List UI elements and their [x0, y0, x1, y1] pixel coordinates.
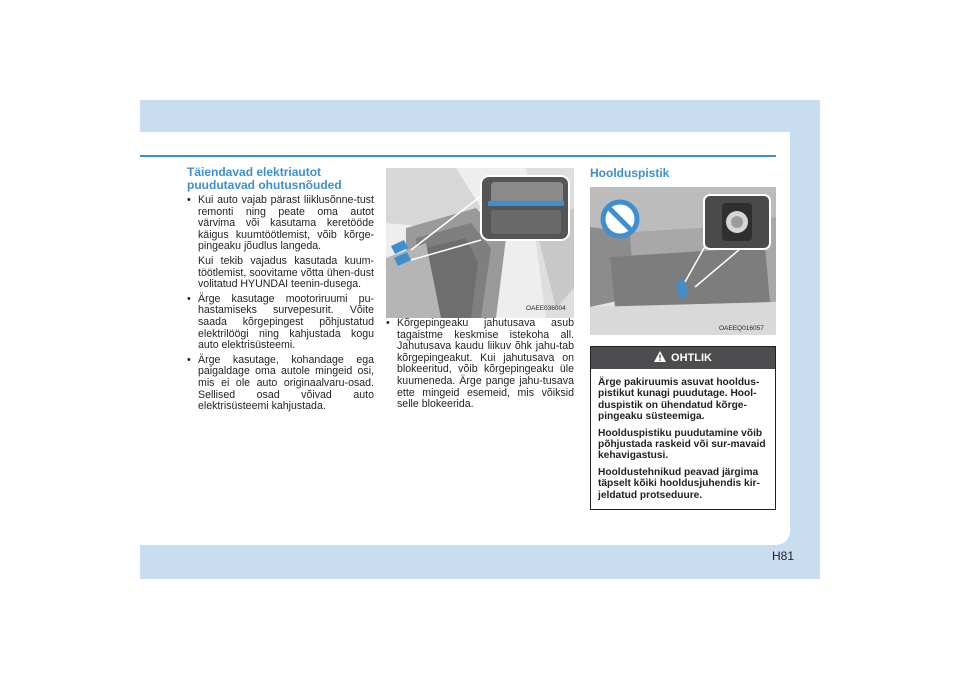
middle-column [386, 318, 574, 414]
section-heading-ev-safety: Täiendavad elektriautot puudutavad ohutusnõuded [187, 165, 342, 192]
page-number: H81 [772, 549, 795, 563]
warning-body [591, 369, 775, 501]
rear-seat-vent-figure [386, 168, 574, 318]
trunk-service-plug-figure [590, 187, 776, 335]
figure-caption-trunk: OAEEQ016057 [719, 325, 764, 332]
bullet-pressure-washer: • Ärge kasutage mootoriruumi pu-hastamiseks survepesurit. Võite saada kõrgepingest põhjustatud elektrilöögi ning kahjustada kogu auto elektrisüsteemi. [187, 294, 374, 352]
bullet-repair: • Kui auto vajab pärast liiklusõnne-tust remonti ning peate oma autot värvima või kasutama keretööde käigus kuumtöötlemist, võib kõrge-pingeaku jõudlus langeda. [187, 195, 374, 253]
warning-paragraph: Hooldustehnikud peavad järgima täpselt kõiki hooldusjuhendis kir-jeldatud protseduure. [598, 466, 760, 501]
danger-warning-box [590, 346, 776, 510]
left-column [187, 166, 374, 416]
warning-triangle-icon [654, 351, 666, 365]
figure-caption-seat: OAEE036004 [526, 305, 566, 312]
warning-paragraph: Hoolduspistiku puudutamine võib põhjustada raskeid või sur-mavaid kehavigastusi. [598, 427, 766, 462]
bullet-original-parts: • Ärge kasutage, kohandage ega paigaldage oma autole mingeid osi, mis ei ole auto originaalvaru-osad. Sellised osad võivad auto elektrisüsteemi kahjustada. [187, 355, 374, 413]
warning-paragraph: Ärge pakiruumis asuvat hooldus-pistikut kunagi puudutage. Hool-duspistik on ühendatud kõrge-pingeaku süsteemiga. [598, 377, 760, 423]
bullet-cooling-vent: • Kõrgepingeaku jahutusava asub tagaistme keskmise istekoha all. Jahutusava kaudu liikuv õhk jahu-tab kõrgepingeakut. Kui jahutusava on blokeeritud, võib kõrgepingeaku üle kuumeneda. Ärge pange jahu-tusava ette mingeid esemeid, mis võiksid selle blokeerida. [386, 318, 574, 411]
warning-title: OHTLIK [671, 352, 712, 364]
section-heading-service-plug: Hoolduspistik [590, 166, 670, 180]
sub-paragraph-heat-treatment: Kui tekib vajadus kasutada kuum-töötlemist, soovitame võtta ühen-dust volitatud HYUNDAI teenin-dusega. [198, 254, 374, 291]
header-rule [140, 155, 776, 157]
warning-header [591, 347, 775, 369]
